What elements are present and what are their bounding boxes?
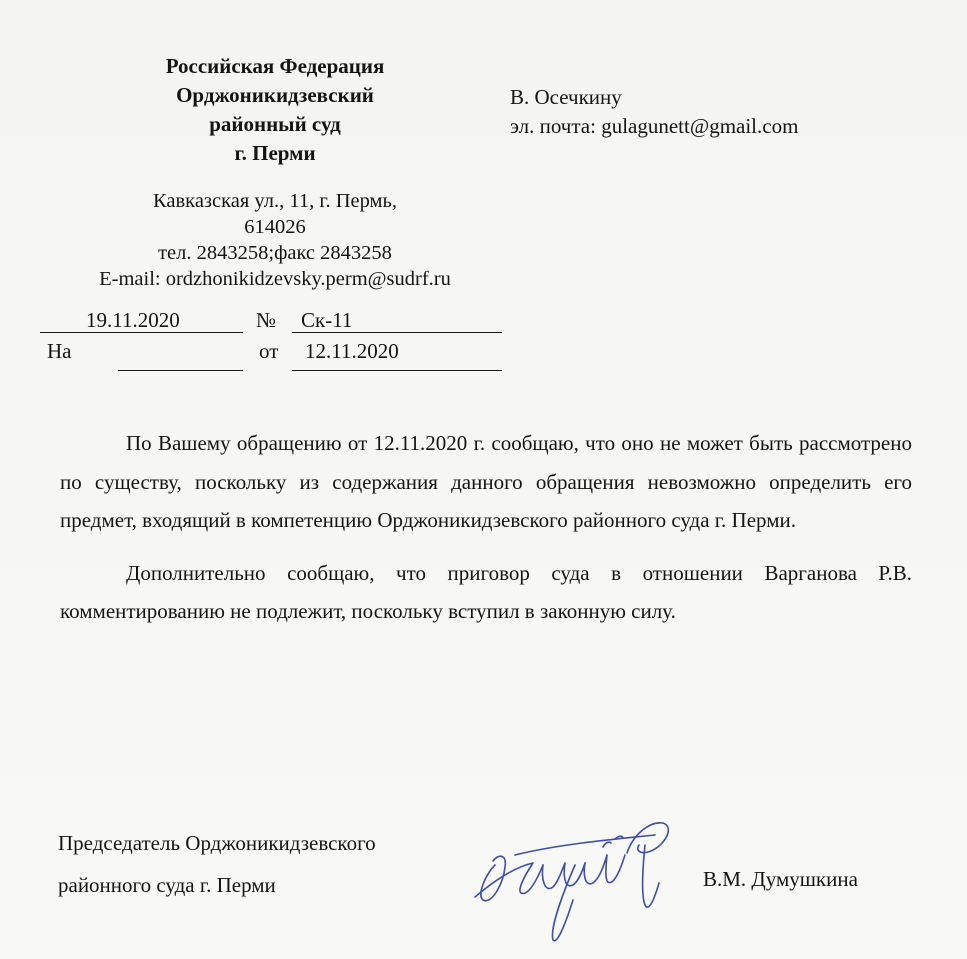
court-type: районный суд bbox=[209, 112, 341, 136]
incoming-date: 12.11.2020 bbox=[305, 339, 399, 363]
body-paragraph-1: По Вашему обращению от 12.11.2020 г. сообщаю, что оно не может быть рассмотрено по существу, поскольку из содержания данного обращения невозможно определить его предмет, входящий в компетенцию Орджоникидзевского районного суда г. Перми. bbox=[60, 431, 912, 532]
handwritten-signature bbox=[455, 805, 700, 950]
on-label: На bbox=[47, 339, 72, 363]
recipient-block bbox=[510, 83, 798, 141]
number-underline bbox=[292, 332, 502, 333]
signatory-title-line-1: Председатель Орджоникидзевского bbox=[58, 831, 376, 855]
address-phone-fax: тел. 2843258;факс 2843258 bbox=[158, 242, 392, 264]
signatory-title bbox=[58, 822, 376, 906]
body-paragraph-2: Дополнительно сообщаю, что приговор суда в отношении Варганова Р.В. комментированию не подлежит, поскольку вступил в законную силу. bbox=[60, 560, 912, 623]
court-city: г. Перми bbox=[234, 141, 316, 165]
outgoing-number: Ск-11 bbox=[301, 308, 353, 332]
address-email: E-mail: ordzhonikidzevsky.perm@sudrf.ru bbox=[99, 268, 451, 290]
outgoing-date: 19.11.2020 bbox=[86, 308, 180, 332]
address-street: Кавказская ул., 11, г. Пермь, bbox=[152, 190, 397, 212]
on-underline bbox=[118, 370, 243, 371]
court-header bbox=[120, 52, 430, 168]
court-name: Орджоникидзевский bbox=[176, 83, 374, 107]
from-label: от bbox=[259, 339, 279, 363]
court-address bbox=[30, 188, 520, 292]
letter-body bbox=[60, 424, 912, 645]
signatory-name: В.М. Думушкина bbox=[703, 867, 858, 891]
number-label: № bbox=[256, 308, 277, 332]
from-underline bbox=[292, 370, 502, 371]
court-country: Российская Федерация bbox=[165, 54, 385, 78]
address-postcode: 614026 bbox=[244, 216, 306, 238]
recipient-name: В. Осечкину bbox=[510, 85, 622, 109]
recipient-email: эл. почта: gulagunett@gmail.com bbox=[510, 114, 799, 138]
date-underline bbox=[40, 332, 243, 333]
signatory-title-line-2: районного суда г. Перми bbox=[58, 873, 276, 897]
